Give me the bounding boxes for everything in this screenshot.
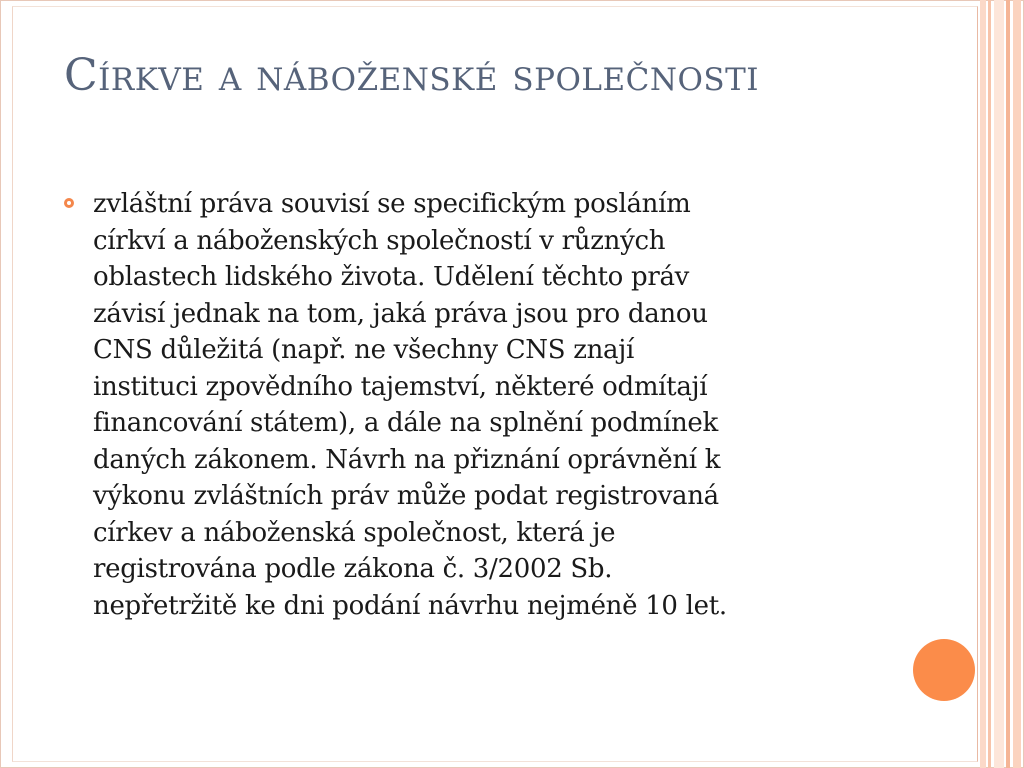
bullet-line: instituci zpovědního tajemství, některé odmítají (93, 371, 708, 402)
bullet-text (93, 186, 880, 624)
decorative-circle (913, 639, 975, 701)
slide-title: Církve a náboženské společnosti (64, 50, 760, 101)
decorative-stripe (994, 0, 1004, 768)
decorative-stripe (1006, 0, 1010, 768)
decorative-stripe (988, 0, 991, 768)
ring-bullet-icon (64, 198, 74, 208)
bullet-line: závisí jednak na tom, jaká práva jsou pro danou (93, 298, 708, 329)
bullet-line: financování státem), a dále na splnění podmínek (93, 408, 718, 438)
bullet-line: oblastech lidského života. Udělení těchto práv (93, 262, 690, 292)
bullet-line: CNS důležitá (např. ne všechny CNS znají (93, 335, 635, 365)
bullet-line: církví a náboženských společností v různých (93, 225, 666, 256)
slide-body (60, 186, 880, 624)
bullet-line: církev a náboženská společnost, která je (93, 517, 616, 548)
decorative-stripe (1013, 0, 1021, 768)
bullet-line: zvláštní práva souvisí se specifickým posláním (93, 189, 691, 219)
bullet-item (60, 186, 880, 624)
decorative-stripe (980, 0, 986, 768)
bullet-line: výkonu zvláštních práv může podat registrovaná (93, 481, 719, 511)
bullet-line: registrována podle zákona č. 3/2002 Sb. (93, 554, 613, 584)
bullet-line: nepřetržitě ke dni podání návrhu nejméně 10 let. (93, 590, 727, 621)
bullet-line: daných zákonem. Návrh na přiznání oprávnění k (93, 444, 721, 475)
